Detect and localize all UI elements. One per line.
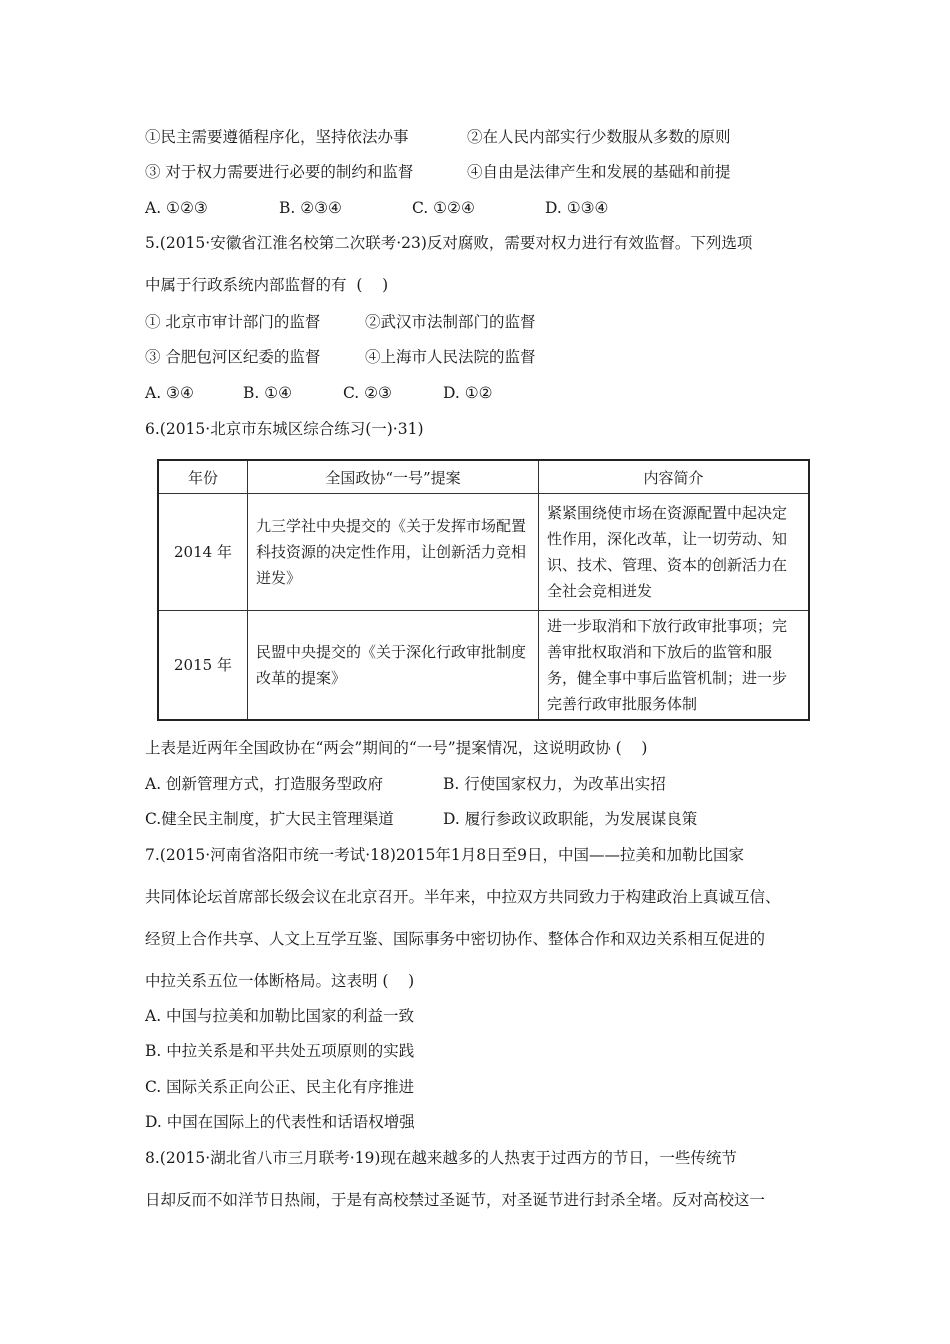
q8-stem-line-2: 日却反而不如洋节日热闹，于是有高校禁过圣诞节，对圣诞节进行封杀全堵。反对高校这一	[145, 1191, 766, 1209]
q4-statement-1: ①民主需要遵循程序化，坚持依法办事	[145, 128, 409, 146]
q6-stem-line-1: 6.(2015·北京市东城区综合练习(一)·31)	[145, 420, 424, 438]
q6-option-d: D. 履行参政议政职能，为发展谋良策	[443, 810, 698, 828]
proposal-table	[157, 459, 810, 721]
q7-stem-line-2: 共同体论坛首席部长级会议在北京召开。半年来，中拉双方共同致力于构建政治上真诚互信、	[145, 888, 781, 906]
q5-stem-line-2: 中属于行政系统内部监督的有 ( )	[145, 276, 389, 294]
q4-statement-2: ②在人民内部实行少数服从多数的原则	[467, 128, 731, 146]
header-summary: 内容简介	[539, 460, 810, 494]
q4-option-d: D. ①③④	[545, 199, 609, 217]
q7-stem-line-3: 经贸上合作共享、人文上互学互鉴、国际事务中密切协作、整体合作和双边关系相互促进的	[145, 930, 766, 948]
q4-option-a: A. ①②③	[145, 199, 208, 217]
q7-option-d: D. 中国在国际上的代表性和话语权增强	[145, 1113, 415, 1131]
q5-statement-2: ②武汉市法制部门的监督	[365, 313, 536, 331]
row-year: 2015 年	[158, 611, 248, 721]
row-year: 2014 年	[158, 494, 248, 611]
q5-statement-4: ④上海市人民法院的监督	[365, 348, 536, 366]
q5-option-d: D. ①②	[443, 384, 493, 402]
q7-stem-line-1: 7.(2015·河南省洛阳市统一考试·18)2015年1月8日至9日，中国——拉美和加勒比国家	[145, 846, 744, 864]
q4-option-c: C. ①②④	[412, 199, 475, 217]
q4-statement-3: ③ 对于权力需要进行必要的制约和监督	[145, 163, 414, 181]
q5-statement-3: ③ 合肥包河区纪委的监督	[145, 348, 321, 366]
q4-statement-4: ④自由是法律产生和发展的基础和前提	[467, 163, 731, 181]
q4-option-b: B. ②③④	[279, 199, 342, 217]
q7-option-b: B. 中拉关系是和平共处五项原则的实践	[145, 1042, 415, 1060]
q6-question: 上表是近两年全国政协在“两会”期间的“一号”提案情况，这说明政协 ( )	[145, 739, 648, 757]
q6-option-c: C.健全民主制度，扩大民主管理渠道	[145, 810, 394, 828]
row-proposal: 九三学社中央提交的《关于发挥市场配置科技资源的决定性作用，让创新活力竞相迸发》	[248, 494, 539, 611]
q5-statement-1: ① 北京市审计部门的监督	[145, 313, 321, 331]
q7-stem-line-4: 中拉关系五位一体断格局。这表明 ( )	[145, 972, 415, 990]
q5-option-c: C. ②③	[343, 384, 392, 402]
row-summary: 紧紧围绕使市场在资源配置中起决定性作用，深化改革，让一切劳动、知识、技术、管理、资本的创新活力在全社会竞相迸发	[539, 494, 810, 611]
header-year: 年份	[158, 460, 248, 494]
q7-option-c: C. 国际关系正向公正、民主化有序推进	[145, 1078, 415, 1096]
q5-option-b: B. ①④	[243, 384, 293, 402]
table-row	[158, 494, 809, 611]
q5-stem-line-1: 5.(2015·安徽省江淮名校第二次联考·23)反对腐败，需要对权力进行有效监督。下列选项	[145, 234, 753, 252]
q6-option-a: A. 创新管理方式，打造服务型政府	[145, 775, 384, 793]
row-summary: 进一步取消和下放行政审批事项；完善审批权取消和下放后的监管和服务，健全事中事后监管机制；进一步完善行政审批服务体制	[539, 611, 810, 721]
q8-stem-line-1: 8.(2015·湖北省八市三月联考·19)现在越来越多的人热衷于过西方的节日，一些传统节	[145, 1149, 737, 1167]
row-proposal: 民盟中央提交的《关于深化行政审批制度改革的提案》	[248, 611, 539, 721]
q7-option-a: A. 中国与拉美和加勒比国家的利益一致	[145, 1007, 415, 1025]
table-header-row	[158, 460, 809, 494]
header-proposal: 全国政协“一号”提案	[248, 460, 539, 494]
table-row	[158, 611, 809, 721]
q5-option-a: A. ③④	[145, 384, 194, 402]
q6-option-b: B. 行使国家权力，为改革出实招	[443, 775, 666, 793]
